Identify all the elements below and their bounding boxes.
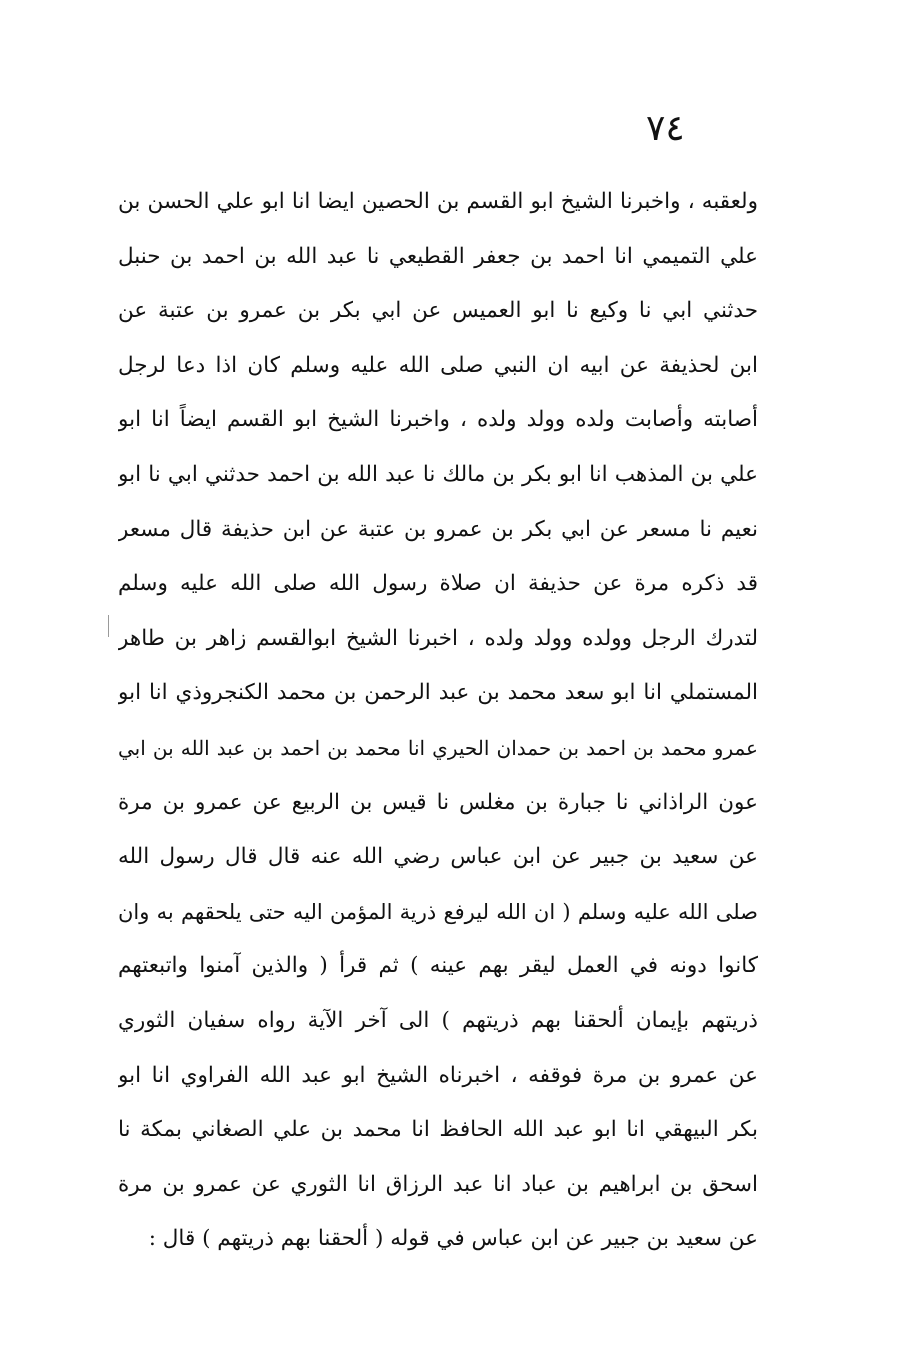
text-line: ابن لحذيفة عن ابيه ان النبي صلى الله عليه وسلم كان اذا دعا لرجل	[118, 352, 758, 378]
text-line: بكر البيهقي انا ابو عبد الله الحافظ انا محمد بن علي الصغاني بمكة نا	[118, 1117, 758, 1143]
text-line: قد ذكره مرة عن حذيفة ان صلاة رسول الله صلى الله عليه وسلم	[118, 571, 758, 597]
text-line: نعيم نا مسعر عن ابي بكر بن عمرو بن عتبة عن ابن حذيفة قال مسعر	[118, 516, 758, 542]
text-line: صلى الله عليه وسلم ( ان الله ليرفع ذرية المؤمن اليه حتى يلحقهم به وان	[118, 899, 758, 924]
text-line: كانوا دونه في العمل ليقر بهم عينه ) ثم قرأ ( والذين آمنوا واتبعتهم	[118, 953, 758, 979]
text-line: أصابته وأصابت ولده وولد ولده ، واخبرنا الشيخ ابو القسم ايضاً انا ابو	[118, 407, 758, 433]
text-line: لتدرك الرجل وولده وولد ولده ، اخبرنا الشيخ ابوالقسم زاهر بن طاهر	[118, 625, 758, 651]
text-line: عن سعيد بن جبير عن ابن عباس في قوله ( ألحقنا بهم ذريتهم ) قال :	[148, 1226, 758, 1252]
text-line: ذريتهم بإيمان ألحقنا بهم ذريتهم ) الى آخر الآية رواه سفيان الثوري	[118, 1007, 758, 1033]
text-line: عن سعيد بن جبير عن ابن عباس رضي الله عنه قال قال رسول الله	[118, 844, 758, 870]
text-line: علي التميمي انا احمد بن جعفر القطيعي نا عبد الله بن احمد بن حنبل	[118, 243, 758, 269]
text-line: علي بن المذهب انا ابو بكر بن مالك نا عبد الله بن احمد حدثني ابي نا ابو	[118, 461, 758, 487]
text-line: اسحق بن ابراهيم بن عباد انا عبد الرزاق انا الثوري عن عمرو بن مرة	[118, 1171, 758, 1197]
text-line: عن عمرو بن مرة فوقفه ، اخبرناه الشيخ ابو عبد الله الفراوي انا ابو	[118, 1062, 758, 1088]
text-line: عمرو محمد بن احمد بن حمدان الحيري انا محمد بن احمد بن عبد الله بن ابي	[118, 735, 758, 760]
body-text	[118, 175, 758, 1267]
text-line: عون الراذاني نا جبارة بن مغلس نا قيس بن الربيع عن عمرو بن مرة	[118, 789, 758, 815]
text-line: ولعقبه ، واخبرنا الشيخ ابو القسم بن الحصين ايضا انا ابو علي الحسن بن	[118, 189, 758, 214]
text-line: المستملي انا ابو سعد محمد بن عبد الرحمن بن محمد الكنجروذي انا ابو	[118, 680, 758, 706]
margin-mark	[108, 615, 109, 637]
text-line: حدثني ابي نا وكيع نا ابو العميس عن ابي بكر بن عمرو بن عتبة عن	[118, 298, 758, 324]
page-number: ٧٤	[646, 108, 685, 149]
